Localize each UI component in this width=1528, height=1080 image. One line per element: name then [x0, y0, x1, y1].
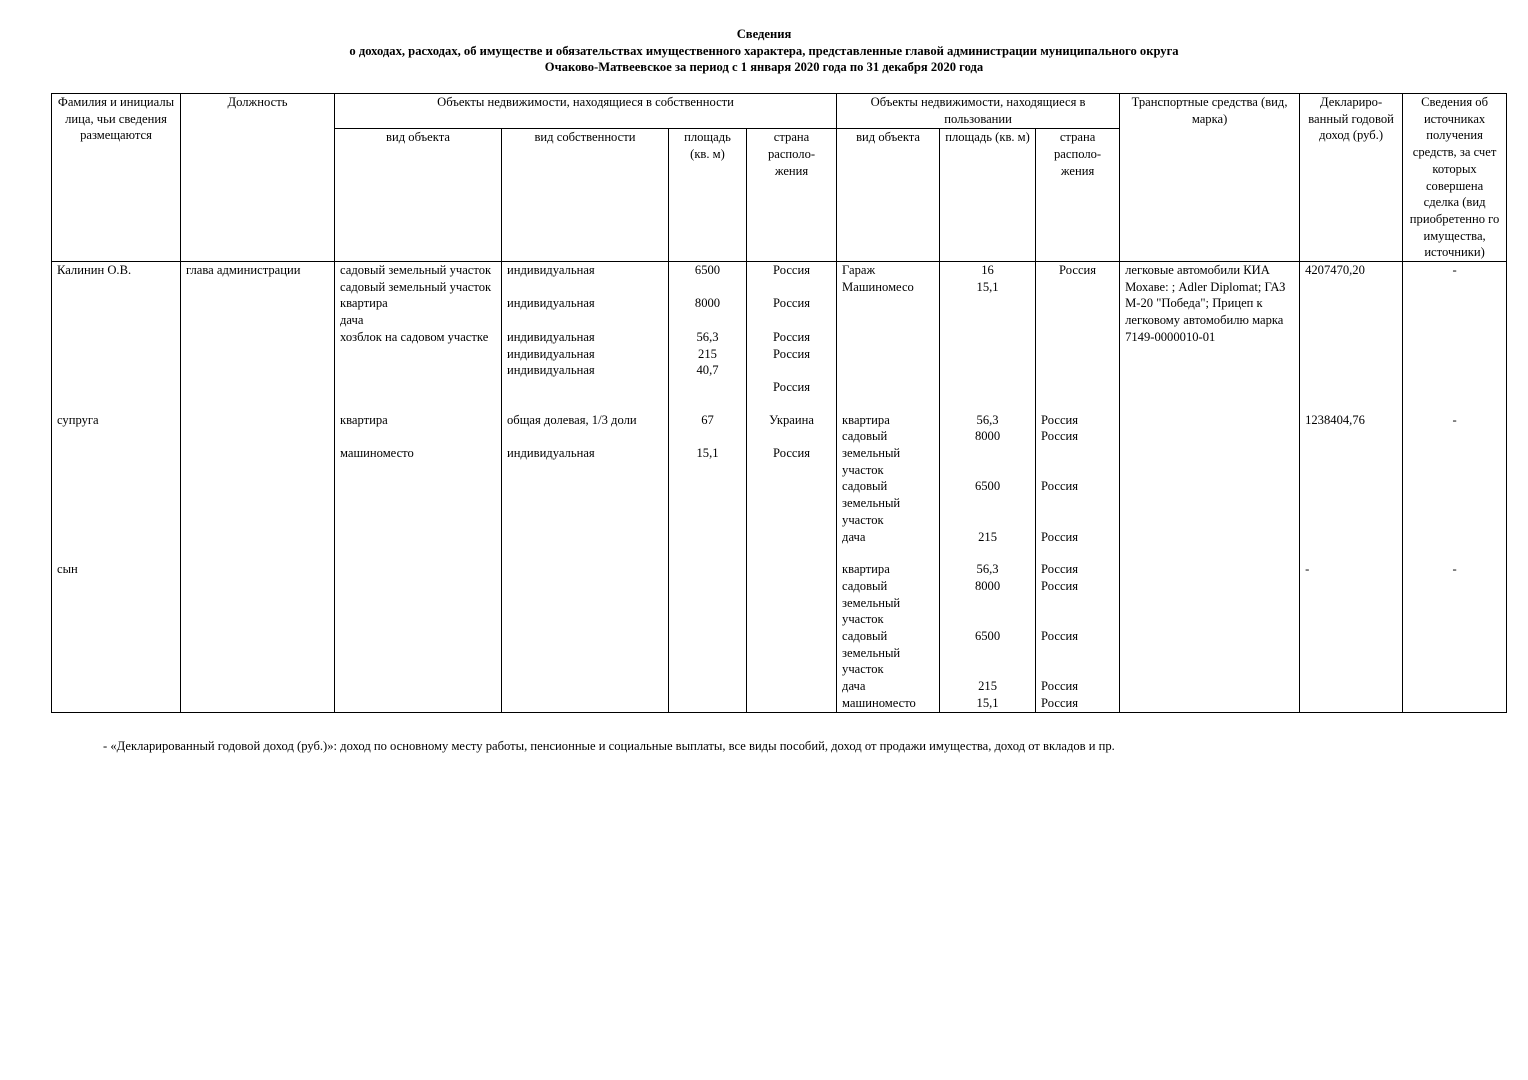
person-position: глава администрации	[181, 262, 335, 412]
used-country-cell: Россия	[1036, 262, 1120, 412]
header-sources: Сведения об источниках получения средств, за счет которых совершена сделка (вид приобретенно го имущества, источники)	[1403, 94, 1507, 262]
income-cell: -	[1300, 561, 1403, 712]
table-row	[52, 262, 1507, 412]
used-area-cell: 56,3 8000 6500 215 15,1	[940, 561, 1036, 712]
used-country-cell: Россия Россия Россия Россия Россия	[1036, 561, 1120, 712]
vehicles-cell: легковые автомобили КИА Мохаве: ; Adler Diplomat; ГАЗ М-20 "Победа"; Прицеп к легковому автомобилю марка 7149-0000010-01	[1120, 262, 1300, 412]
header-used-area: площадь (кв. м)	[940, 129, 1036, 262]
sources-cell: -	[1403, 561, 1507, 712]
used-type-cell: Гараж Машиномесо	[837, 262, 940, 412]
used-country-cell: Россия Россия Россия Россия	[1036, 412, 1120, 562]
owned-type-cell	[335, 561, 502, 712]
owned-area-cell	[669, 561, 747, 712]
used-area-cell: 16 15,1	[940, 262, 1036, 412]
header-income: Деклариро-ванный годовой доход (руб.)	[1300, 94, 1403, 262]
income-cell: 1238404,76	[1300, 412, 1403, 562]
header-used-group: Объекты недвижимости, находящиеся в пользовании	[837, 94, 1120, 129]
sources-cell: -	[1403, 262, 1507, 412]
owned-ownership-cell	[502, 561, 669, 712]
header-used-country: страна располо-жения	[1036, 129, 1120, 262]
used-type-cell: квартира садовый земельный участок садовый земельный участок дача	[837, 412, 940, 562]
owned-country-cell: Россия Россия Россия Россия Россия	[747, 262, 837, 412]
declaration-table	[51, 93, 1507, 713]
person-name: сын	[52, 561, 181, 712]
header-owned-area: площадь (кв. м)	[669, 129, 747, 262]
used-type-cell: квартира садовый земельный участок садовый земельный участок дача машиноместо	[837, 561, 940, 712]
person-name: супруга	[52, 412, 181, 562]
header-person: Фамилия и инициалы лица, чьи сведения размещаются	[52, 94, 181, 262]
document-title	[0, 26, 1528, 76]
owned-country-cell: Украина Россия	[747, 412, 837, 562]
used-area-cell: 56,3 8000 6500 215	[940, 412, 1036, 562]
person-position	[181, 412, 335, 562]
header-position: Должность	[181, 94, 335, 262]
footnote: - «Декларированный годовой доход (руб.)»: доход по основному месту работы, пенсионные и социальные выплаты, все виды пособий, доход от продажи имущества, доход от вкладов и пр.	[103, 739, 1115, 753]
header-owned-group: Объекты недвижимости, находящиеся в собственности	[335, 94, 837, 129]
owned-area-cell: 67 15,1	[669, 412, 747, 562]
person-position	[181, 561, 335, 712]
owned-area-cell: 6500 8000 56,3 215 40,7	[669, 262, 747, 412]
header-owned-ownership: вид собственности	[502, 129, 669, 262]
header-vehicles: Транспортные средства (вид, марка)	[1120, 94, 1300, 262]
header-used-type: вид объекта	[837, 129, 940, 262]
vehicles-cell	[1120, 561, 1300, 712]
header-owned-type: вид объекта	[335, 129, 502, 262]
title-line-2: о доходах, расходах, об имуществе и обязательствах имущественного характера, представленные главой администрации муниципального округа	[349, 43, 1179, 58]
header-owned-country: страна располо-жения	[747, 129, 837, 262]
income-cell: 4207470,20	[1300, 262, 1403, 412]
sources-cell: -	[1403, 412, 1507, 562]
owned-ownership-cell: общая долевая, 1/3 доли индивидуальная	[502, 412, 669, 562]
person-name: Калинин О.В.	[52, 262, 181, 412]
title-line-3: Очаково-Матвеевское за период с 1 января 2020 года по 31 декабря 2020 года	[544, 60, 984, 74]
owned-ownership-cell: индивидуальная индивидуальная индивидуальная индивидуальная индивидуальная	[502, 262, 669, 412]
title-line-1: Сведения	[736, 27, 792, 41]
owned-type-cell: квартира машиноместо	[335, 412, 502, 562]
table-row	[52, 412, 1507, 562]
owned-country-cell	[747, 561, 837, 712]
owned-type-cell: садовый земельный участок садовый земельный участок квартира дача хозблок на садовом участке	[335, 262, 502, 412]
vehicles-cell	[1120, 412, 1300, 562]
table-row	[52, 561, 1507, 712]
